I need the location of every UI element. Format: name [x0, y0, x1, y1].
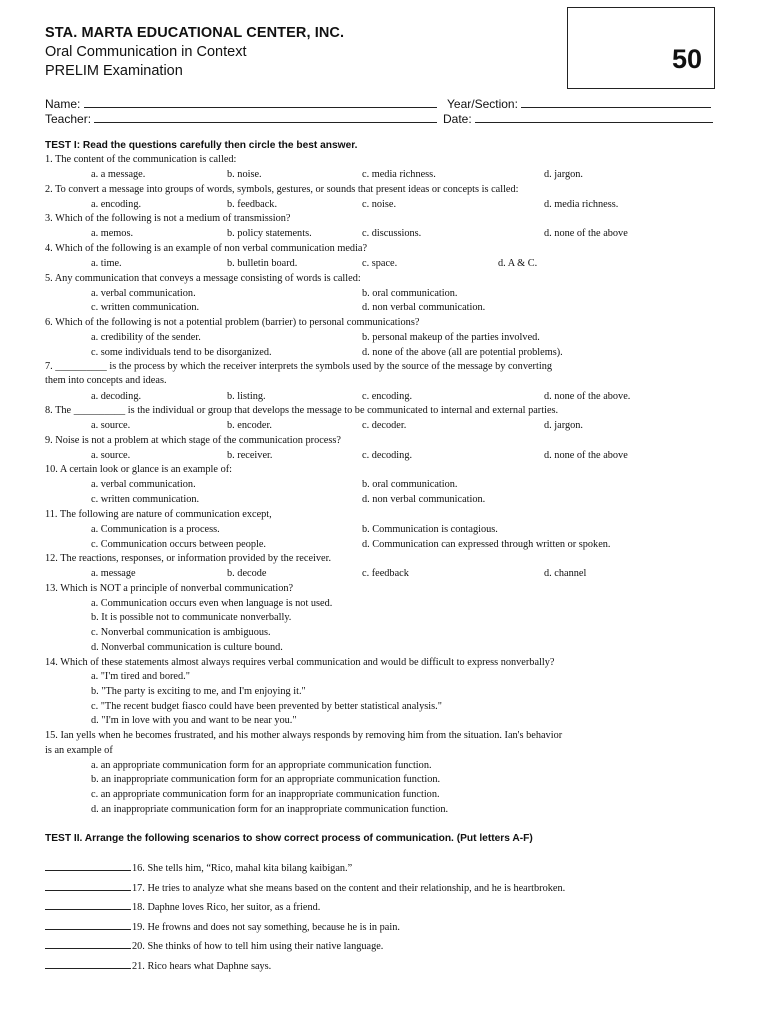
q6-option-b[interactable]: b. personal makeup of the parties involved.	[362, 332, 540, 343]
year-section-label: Year/Section:	[447, 97, 518, 111]
scenario-text: 17. He tries to analyze what she means based on the content and their relationship, and he is heartbroken.	[132, 883, 566, 894]
q2-option-d[interactable]: d. media richness.	[544, 199, 619, 210]
q5-option-a[interactable]: a. verbal communication.	[91, 288, 196, 299]
question-8: 8. The __________ is the individual or group that develops the message to be communicated to internal and external parties.	[45, 405, 559, 416]
q14-option-d[interactable]: d. "I'm in love with you and want to be near you."	[91, 715, 297, 726]
question-4: 4. Which of the following is an example of non verbal communication media?	[45, 243, 368, 254]
q10-option-c[interactable]: c. written communication.	[91, 494, 200, 505]
answer-blank[interactable]	[45, 958, 131, 969]
q9-option-d[interactable]: d. none of the above	[544, 450, 628, 461]
q10-option-d[interactable]: d. non verbal communication.	[362, 494, 486, 505]
question-14: 14. Which of these statements almost always requires verbal communication and would be difficult to express nonverbally?	[45, 657, 555, 668]
q3-option-d[interactable]: d. none of the above	[544, 228, 628, 239]
q14-option-b[interactable]: b. "The party is exciting to me, and I'm enjoying it."	[91, 686, 306, 697]
q10-option-b[interactable]: b. oral communication.	[362, 479, 458, 490]
question-10: 10. A certain look or glance is an example of:	[45, 464, 233, 475]
teacher-label: Teacher:	[45, 112, 92, 126]
question-2: 2. To convert a message into groups of words, symbols, gestures, or sounds that present ideas or concepts is called:	[45, 184, 519, 195]
q5-option-d[interactable]: d. non verbal communication.	[362, 302, 486, 313]
test2-instruction: TEST II. Arrange the following scenarios to show correct process of communication. (Put letters A-F)	[45, 833, 533, 844]
q3-option-c[interactable]: c. discussions.	[362, 228, 422, 239]
list-item	[45, 860, 352, 876]
q4-option-b[interactable]: b. bulletin board.	[227, 258, 298, 269]
list-item	[45, 938, 383, 954]
q4-option-d[interactable]: d. A & C.	[498, 258, 538, 269]
q1-option-c[interactable]: c. media richness.	[362, 169, 436, 180]
year-section-line[interactable]	[521, 96, 711, 108]
q15-option-d[interactable]: d. an inappropriate communication form for an inappropriate communication function.	[91, 804, 449, 815]
school-name: STA. MARTA EDUCATIONAL CENTER, INC.	[45, 25, 345, 41]
q9-option-c[interactable]: c. decoding.	[362, 450, 413, 461]
q8-option-d[interactable]: d. jargon.	[544, 420, 583, 431]
q12-option-c[interactable]: c. feedback	[362, 568, 409, 579]
date-line[interactable]	[475, 111, 713, 123]
scenario-text: 21. Rico hears what Daphne says.	[132, 961, 272, 972]
q11-option-b[interactable]: b. Communication is contagious.	[362, 524, 498, 535]
q6-option-a[interactable]: a. credibility of the sender.	[91, 332, 201, 343]
q13-option-b[interactable]: b. It is possible not to communicate nonverbally.	[91, 612, 292, 623]
question-7: 7. __________ is the process by which the receiver interprets the symbols used by the source of the message by converting	[45, 361, 552, 372]
q9-option-b[interactable]: b. receiver.	[227, 450, 273, 461]
q11-option-d[interactable]: d. Communication can expressed through written or spoken.	[362, 539, 611, 550]
q7-option-c[interactable]: c. encoding.	[362, 391, 413, 402]
year-section-field[interactable]	[447, 96, 711, 111]
question-9: 9. Noise is not a problem at which stage of the communication process?	[45, 435, 341, 446]
answer-blank[interactable]	[45, 938, 131, 949]
question-3: 3. Which of the following is not a medium of transmission?	[45, 213, 291, 224]
q15-option-b[interactable]: b. an inappropriate communication form for an appropriate communication function.	[91, 774, 441, 785]
question-13: 13. Which is NOT a principle of nonverbal communication?	[45, 583, 294, 594]
q13-option-a[interactable]: a. Communication occurs even when language is not used.	[91, 598, 333, 609]
q2-option-a[interactable]: a. encoding.	[91, 199, 142, 210]
list-item	[45, 899, 320, 915]
q8-option-a[interactable]: a. source.	[91, 420, 131, 431]
q1-option-a[interactable]: a. a message.	[91, 169, 146, 180]
scenario-text: 19. He frowns and does not say something, because he is in pain.	[132, 922, 400, 933]
question-6: 6. Which of the following is not a potential problem (barrier) to personal communications?	[45, 317, 420, 328]
q6-option-d[interactable]: d. none of the above (all are potential problems).	[362, 347, 563, 358]
q8-option-c[interactable]: c. decoder.	[362, 420, 407, 431]
q5-option-b[interactable]: b. oral communication.	[362, 288, 458, 299]
question-12: 12. The reactions, responses, or information provided by the receiver.	[45, 553, 332, 564]
answer-blank[interactable]	[45, 880, 131, 891]
q13-option-d[interactable]: d. Nonverbal communication is culture bound.	[91, 642, 283, 653]
q7-option-d[interactable]: d. none of the above.	[544, 391, 631, 402]
q3-option-a[interactable]: a. memos.	[91, 228, 134, 239]
q12-option-d[interactable]: d. channel	[544, 568, 587, 579]
q15-option-c[interactable]: c. an appropriate communication form for an inappropriate communication function.	[91, 789, 440, 800]
scenario-text: 16. She tells him, “Rico, mahal kita bilang kaibigan.”	[132, 863, 353, 874]
q4-option-a[interactable]: a. time.	[91, 258, 122, 269]
score-box	[567, 7, 715, 89]
q12-option-a[interactable]: a. message	[91, 568, 136, 579]
q8-option-b[interactable]: b. encoder.	[227, 420, 272, 431]
q7-option-b[interactable]: b. listing.	[227, 391, 266, 402]
question-11: 11. The following are nature of communication except,	[45, 509, 272, 520]
test1-instruction: TEST I: Read the questions carefully then circle the best answer.	[45, 140, 358, 151]
q2-option-c[interactable]: c. noise.	[362, 199, 397, 210]
q10-option-a[interactable]: a. verbal communication.	[91, 479, 196, 490]
list-item	[45, 919, 400, 935]
q11-option-c[interactable]: c. Communication occurs between people.	[91, 539, 266, 550]
q6-option-c[interactable]: c. some individuals tend to be disorganized.	[91, 347, 272, 358]
question-15: 15. Ian yells when he becomes frustrated, and his mother always responds by removing him from the situation. Ian's behavior	[45, 730, 563, 741]
q14-option-a[interactable]: a. "I'm tired and bored."	[91, 671, 190, 682]
q1-option-b[interactable]: b. noise.	[227, 169, 262, 180]
q12-option-b[interactable]: b. decode	[227, 568, 267, 579]
name-line[interactable]	[84, 96, 437, 108]
q14-option-c[interactable]: c. "The recent budget fiasco could have been prevented by better statistical analysis."	[91, 701, 442, 712]
scenario-text: 18. Daphne loves Rico, her suitor, as a friend.	[132, 902, 321, 913]
q3-option-b[interactable]: b. policy statements.	[227, 228, 312, 239]
question-7-continued: them into concepts and ideas.	[45, 375, 167, 386]
answer-blank[interactable]	[45, 899, 131, 910]
date-label: Date:	[443, 112, 472, 126]
q13-option-c[interactable]: c. Nonverbal communication is ambiguous.	[91, 627, 271, 638]
list-item	[45, 958, 271, 974]
q4-option-c[interactable]: c. space.	[362, 258, 398, 269]
q15-option-a[interactable]: a. an appropriate communication form for an appropriate communication function.	[91, 760, 432, 771]
name-field[interactable]	[45, 96, 437, 111]
question-1: 1. The content of the communication is called:	[45, 154, 237, 165]
answer-blank[interactable]	[45, 860, 131, 871]
q11-option-a[interactable]: a. Communication is a process.	[91, 524, 220, 535]
q7-option-a[interactable]: a. decoding.	[91, 391, 142, 402]
exam-title: PRELIM Examination	[45, 63, 183, 79]
question-15-continued: is an example of	[45, 745, 113, 756]
date-field[interactable]	[443, 111, 713, 126]
q5-option-c[interactable]: c. written communication.	[91, 302, 200, 313]
scenario-text: 20. She thinks of how to tell him using their native language.	[132, 941, 384, 952]
teacher-field[interactable]	[45, 111, 437, 126]
answer-blank[interactable]	[45, 919, 131, 930]
list-item	[45, 880, 565, 896]
question-5: 5. Any communication that conveys a message consisting of words is called:	[45, 273, 361, 284]
q9-option-a[interactable]: a. source.	[91, 450, 131, 461]
q1-option-d[interactable]: d. jargon.	[544, 169, 583, 180]
total-score: 50	[671, 44, 702, 74]
q2-option-b[interactable]: b. feedback.	[227, 199, 278, 210]
teacher-line[interactable]	[94, 111, 437, 123]
name-label: Name:	[45, 97, 81, 111]
subject-title: Oral Communication in Context	[45, 44, 247, 60]
